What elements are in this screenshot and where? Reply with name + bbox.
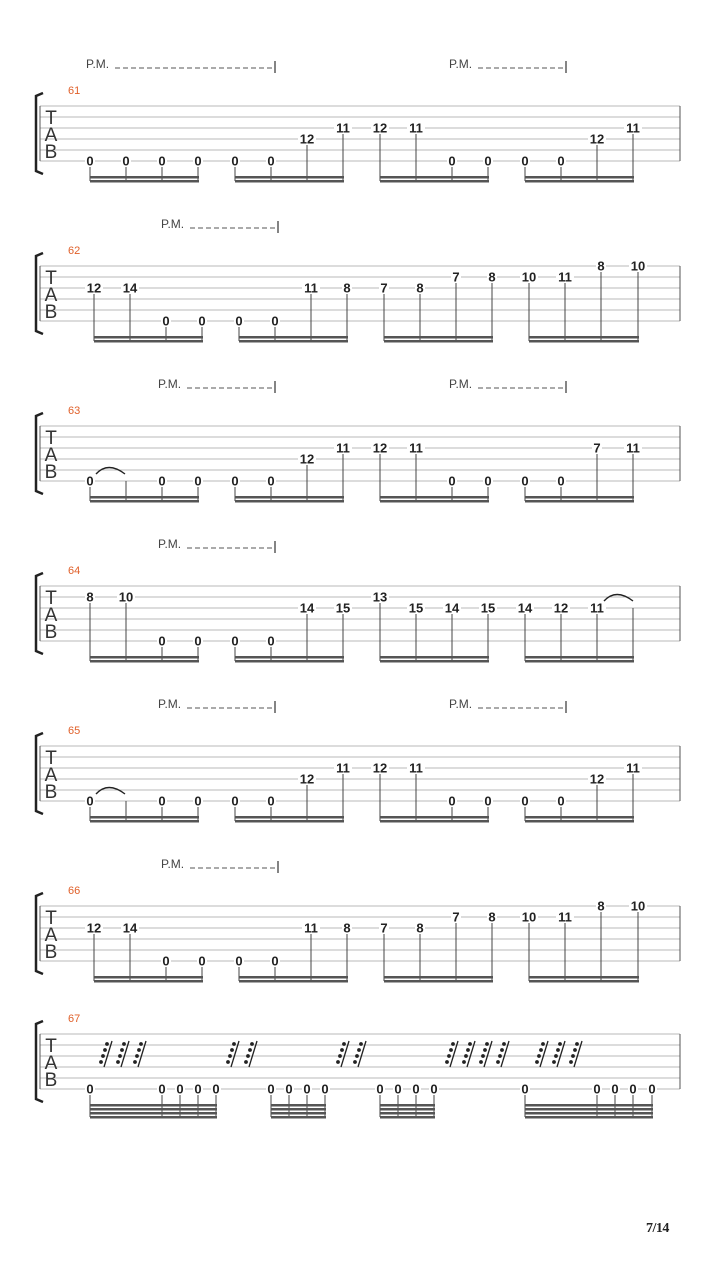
rest-dot <box>99 1060 103 1064</box>
rest-dot <box>573 1048 577 1052</box>
beam <box>235 820 344 823</box>
fret-number: 0 <box>231 153 239 169</box>
beam <box>529 976 639 979</box>
palm-mute-label: P.M. <box>86 57 110 71</box>
beam <box>380 180 489 183</box>
palm-mute-label: P.M. <box>161 857 185 871</box>
fret-number: 11 <box>626 120 640 136</box>
fret-number: 11 <box>336 760 350 776</box>
beam <box>90 656 199 659</box>
rest-dot <box>464 1054 468 1058</box>
palm-mute-label: P.M. <box>158 697 182 711</box>
system-64 <box>36 537 680 663</box>
beam <box>380 496 489 499</box>
rest-dot <box>556 1048 560 1052</box>
fret-number: 8 <box>416 280 424 296</box>
tab-clef-b: B <box>44 462 58 483</box>
fret-number: 0 <box>86 153 94 169</box>
rest-dot <box>496 1060 500 1064</box>
beam <box>529 340 639 343</box>
beam <box>525 1108 653 1111</box>
fret-number: 11 <box>626 440 640 456</box>
fret-number: 0 <box>86 1081 94 1097</box>
fret-number: 7 <box>380 920 388 936</box>
fret-number: 10 <box>118 589 134 605</box>
fret-number: 11 <box>558 269 572 285</box>
rest-dot <box>451 1042 455 1046</box>
rest-dot <box>445 1060 449 1064</box>
rest-dot <box>558 1042 562 1046</box>
rest-dot <box>569 1060 573 1064</box>
fret-number: 0 <box>158 153 166 169</box>
fret-number: 10 <box>630 898 646 914</box>
beam <box>94 980 203 983</box>
beam <box>235 496 344 499</box>
tab-clef-b: B <box>44 622 58 643</box>
fret-number: 0 <box>267 153 275 169</box>
fret-number: 0 <box>162 313 170 329</box>
measure-number: 62 <box>68 245 81 257</box>
rest-dot <box>462 1060 466 1064</box>
beam <box>90 816 199 819</box>
fret-number: 0 <box>321 1081 329 1097</box>
palm-mute-label: P.M. <box>449 377 473 391</box>
measure-number: 64 <box>68 565 81 577</box>
fret-number: 12 <box>299 451 315 467</box>
rest-dot <box>575 1042 579 1046</box>
fret-number: 0 <box>484 153 492 169</box>
beam <box>380 176 489 179</box>
tab-clef-t: T <box>45 428 57 449</box>
fret-number: 12 <box>299 131 315 147</box>
tab-clef-a: A <box>44 925 58 946</box>
measure-number: 63 <box>68 405 81 417</box>
measure-number: 66 <box>68 885 81 897</box>
tab-clef-a: A <box>44 1053 58 1074</box>
fret-number: 14 <box>122 280 138 296</box>
beam <box>271 1104 326 1107</box>
fret-number: 0 <box>267 633 275 649</box>
rest-dot <box>137 1048 141 1052</box>
system-66 <box>36 857 680 983</box>
beam <box>90 1108 217 1111</box>
fret-number: 0 <box>267 1081 275 1097</box>
fret-number: 0 <box>412 1081 420 1097</box>
beam <box>529 980 639 983</box>
fret-number: 12 <box>86 920 102 936</box>
fret-number: 15 <box>480 600 496 616</box>
beam <box>384 336 493 339</box>
rest-dot <box>357 1048 361 1052</box>
beam <box>525 820 634 823</box>
beam <box>529 336 639 339</box>
tab-clef-t: T <box>45 748 57 769</box>
beam <box>525 656 634 659</box>
beam <box>380 660 489 663</box>
rest-dot <box>340 1048 344 1052</box>
rest-dot <box>133 1060 137 1064</box>
fret-number: 12 <box>372 440 388 456</box>
fret-number: 8 <box>86 589 94 605</box>
fret-number: 0 <box>285 1081 293 1097</box>
rest-dot <box>498 1054 502 1058</box>
beam <box>271 1108 326 1111</box>
fret-number: 0 <box>194 793 202 809</box>
rest-dot <box>135 1054 139 1058</box>
fret-number: 0 <box>194 633 202 649</box>
tab-clef-a: A <box>44 605 58 626</box>
fret-number: 11 <box>336 120 350 136</box>
fret-number: 12 <box>299 771 315 787</box>
fret-number: 0 <box>158 633 166 649</box>
rest-dot <box>359 1042 363 1046</box>
beam <box>94 976 203 979</box>
fret-number: 11 <box>626 760 640 776</box>
fret-number: 0 <box>235 313 243 329</box>
fret-number: 0 <box>448 153 456 169</box>
rest-dot <box>481 1054 485 1058</box>
tab-clef-t: T <box>45 108 57 129</box>
fret-number: 11 <box>409 760 423 776</box>
fret-number: 11 <box>590 600 604 616</box>
fret-number: 7 <box>452 269 460 285</box>
rest-dot <box>118 1054 122 1058</box>
fret-number: 0 <box>86 473 94 489</box>
fret-number: 12 <box>372 120 388 136</box>
rest-dot <box>250 1042 254 1046</box>
rest-dot <box>449 1048 453 1052</box>
fret-number: 0 <box>271 953 279 969</box>
rest-dot <box>500 1048 504 1052</box>
rest-dot <box>232 1042 236 1046</box>
beam <box>235 500 344 503</box>
fret-number: 0 <box>86 793 94 809</box>
rest-dot <box>105 1042 109 1046</box>
beam <box>380 820 489 823</box>
beam <box>239 976 348 979</box>
beam <box>380 1108 435 1111</box>
rest-dot <box>468 1042 472 1046</box>
fret-number: 0 <box>521 793 529 809</box>
fret-number: 7 <box>452 909 460 925</box>
rest-dot <box>537 1054 541 1058</box>
fret-number: 0 <box>267 793 275 809</box>
fret-number: 0 <box>394 1081 402 1097</box>
rest-dot <box>139 1042 143 1046</box>
fret-number: 0 <box>484 473 492 489</box>
fret-number: 14 <box>122 920 138 936</box>
rest-dot <box>101 1054 105 1058</box>
beam <box>239 336 348 339</box>
fret-number: 8 <box>597 258 605 274</box>
fret-number: 0 <box>648 1081 656 1097</box>
fret-number: 10 <box>521 909 537 925</box>
fret-number: 12 <box>553 600 569 616</box>
rest-dot <box>246 1054 250 1058</box>
fret-number: 11 <box>409 440 423 456</box>
beam <box>380 500 489 503</box>
beam <box>384 980 493 983</box>
fret-number: 0 <box>158 473 166 489</box>
beam <box>380 1116 435 1119</box>
fret-number: 8 <box>343 280 351 296</box>
tab-clef-t: T <box>45 268 57 289</box>
beam <box>525 1104 653 1107</box>
fret-number: 15 <box>335 600 351 616</box>
rest-dot <box>466 1048 470 1052</box>
fret-number: 11 <box>304 920 318 936</box>
fret-number: 0 <box>162 953 170 969</box>
fret-number: 11 <box>558 909 572 925</box>
beam <box>525 1112 653 1115</box>
rest-dot <box>248 1048 252 1052</box>
fret-number: 8 <box>597 898 605 914</box>
beam <box>90 180 199 183</box>
beam <box>235 176 344 179</box>
fret-number: 15 <box>408 600 424 616</box>
tab-clef-b: B <box>44 302 58 323</box>
measure-number: 67 <box>68 1013 81 1025</box>
tie-arc <box>96 788 125 795</box>
tab-clef-a: A <box>44 285 58 306</box>
rest-dot <box>552 1060 556 1064</box>
beam <box>525 1116 653 1119</box>
fret-number: 0 <box>231 633 239 649</box>
beam <box>90 820 199 823</box>
beam <box>90 176 199 179</box>
rest-dot <box>541 1042 545 1046</box>
fret-number: 0 <box>521 473 529 489</box>
beam <box>235 180 344 183</box>
fret-number: 11 <box>304 280 318 296</box>
fret-number: 8 <box>488 909 496 925</box>
tab-clef-a: A <box>44 765 58 786</box>
beam <box>90 496 199 499</box>
fret-number: 8 <box>416 920 424 936</box>
fret-number: 11 <box>409 120 423 136</box>
beam <box>271 1116 326 1119</box>
fret-number: 8 <box>343 920 351 936</box>
fret-number: 0 <box>176 1081 184 1097</box>
beam <box>94 336 203 339</box>
fret-number: 12 <box>86 280 102 296</box>
palm-mute-label: P.M. <box>161 217 185 231</box>
fret-number: 0 <box>212 1081 220 1097</box>
rest-dot <box>479 1060 483 1064</box>
fret-number: 0 <box>448 473 456 489</box>
fret-number: 8 <box>488 269 496 285</box>
beam <box>384 340 493 343</box>
fret-number: 7 <box>380 280 388 296</box>
measure-number: 65 <box>68 725 81 737</box>
fret-number: 0 <box>194 153 202 169</box>
fret-number: 0 <box>448 793 456 809</box>
fret-number: 10 <box>521 269 537 285</box>
tab-clef-b: B <box>44 782 58 803</box>
fret-number: 14 <box>299 600 315 616</box>
fret-number: 0 <box>235 953 243 969</box>
fret-number: 0 <box>376 1081 384 1097</box>
beam <box>525 180 634 183</box>
beam <box>380 656 489 659</box>
measure-number: 61 <box>68 85 81 97</box>
fret-number: 0 <box>430 1081 438 1097</box>
beam <box>239 980 348 983</box>
rest-dot <box>554 1054 558 1058</box>
rest-dot <box>485 1042 489 1046</box>
fret-number: 0 <box>158 1081 166 1097</box>
fret-number: 0 <box>231 473 239 489</box>
beam <box>90 1104 217 1107</box>
fret-number: 14 <box>444 600 460 616</box>
fret-number: 7 <box>593 440 601 456</box>
fret-number: 0 <box>557 153 565 169</box>
beam <box>239 340 348 343</box>
tab-clef-t: T <box>45 908 57 929</box>
beam <box>90 660 199 663</box>
rest-dot <box>539 1048 543 1052</box>
beam <box>90 500 199 503</box>
beam <box>525 660 634 663</box>
fret-number: 0 <box>198 953 206 969</box>
system-65 <box>36 697 680 823</box>
beam <box>525 496 634 499</box>
beam <box>94 340 203 343</box>
fret-number: 12 <box>372 760 388 776</box>
palm-mute-label: P.M. <box>449 697 473 711</box>
rest-dot <box>502 1042 506 1046</box>
palm-mute-label: P.M. <box>158 537 182 551</box>
rest-dot <box>230 1048 234 1052</box>
beam <box>90 1112 217 1115</box>
tab-clef-t: T <box>45 588 57 609</box>
system-61 <box>36 57 680 183</box>
system-63 <box>36 377 680 503</box>
palm-mute-label: P.M. <box>158 377 182 391</box>
rest-dot <box>120 1048 124 1052</box>
beam <box>525 816 634 819</box>
palm-mute-label: P.M. <box>449 57 473 71</box>
system-67 <box>36 1013 680 1119</box>
tie-arc <box>604 595 633 602</box>
beam <box>380 1104 435 1107</box>
fret-number: 0 <box>557 793 565 809</box>
rest-dot <box>338 1054 342 1058</box>
beam <box>235 816 344 819</box>
tab-clef-a: A <box>44 445 58 466</box>
fret-number: 10 <box>630 258 646 274</box>
rest-dot <box>355 1054 359 1058</box>
rest-dot <box>116 1060 120 1064</box>
fret-number: 0 <box>194 1081 202 1097</box>
fret-number: 0 <box>521 153 529 169</box>
fret-number: 0 <box>122 153 130 169</box>
fret-number: 11 <box>336 440 350 456</box>
fret-number: 0 <box>271 313 279 329</box>
rest-dot <box>342 1042 346 1046</box>
rest-dot <box>122 1042 126 1046</box>
rest-dot <box>535 1060 539 1064</box>
system-62 <box>36 217 680 343</box>
page-number: 7/14 <box>646 1221 669 1236</box>
beam <box>384 976 493 979</box>
tab-clef-b: B <box>44 142 58 163</box>
rest-dot <box>571 1054 575 1058</box>
tab-clef-t: T <box>45 1036 57 1057</box>
fret-number: 0 <box>611 1081 619 1097</box>
fret-number: 0 <box>557 473 565 489</box>
fret-number: 0 <box>198 313 206 329</box>
fret-number: 0 <box>521 1081 529 1097</box>
beam <box>90 1116 217 1119</box>
beam <box>235 656 344 659</box>
beam <box>235 660 344 663</box>
fret-number: 0 <box>267 473 275 489</box>
rest-dot <box>228 1054 232 1058</box>
rest-dot <box>447 1054 451 1058</box>
fret-number: 13 <box>372 589 388 605</box>
fret-number: 0 <box>231 793 239 809</box>
rest-dot <box>226 1060 230 1064</box>
rest-dot <box>244 1060 248 1064</box>
fret-number: 0 <box>593 1081 601 1097</box>
rest-dot <box>103 1048 107 1052</box>
fret-number: 0 <box>629 1081 637 1097</box>
rest-dot <box>483 1048 487 1052</box>
fret-number: 0 <box>303 1081 311 1097</box>
tab-clef-b: B <box>44 1070 58 1091</box>
rest-dot <box>336 1060 340 1064</box>
fret-number: 0 <box>194 473 202 489</box>
tab-clef-b: B <box>44 942 58 963</box>
beam <box>271 1112 326 1115</box>
fret-number: 0 <box>484 793 492 809</box>
fret-number: 12 <box>589 131 605 147</box>
beam <box>525 176 634 179</box>
beam <box>380 816 489 819</box>
fret-number: 12 <box>589 771 605 787</box>
fret-number: 0 <box>158 793 166 809</box>
rest-dot <box>353 1060 357 1064</box>
fret-number: 14 <box>517 600 533 616</box>
tie-arc <box>96 468 125 475</box>
beam <box>525 500 634 503</box>
tab-clef-a: A <box>44 125 58 146</box>
beam <box>380 1112 435 1115</box>
